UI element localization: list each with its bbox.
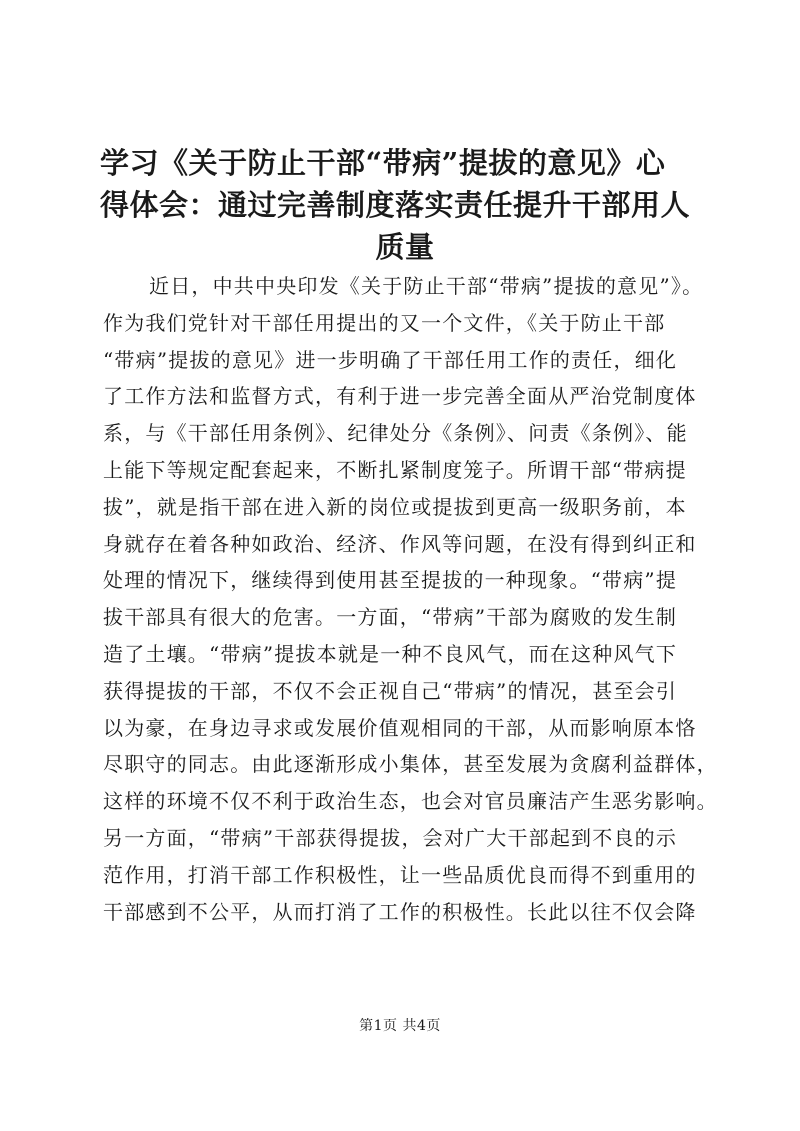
body-line: 获得提拔的干部，不仅不会正视自己“带病”的情况，甚至会引	[103, 678, 678, 703]
body-line: 了工作方法和监督方式，有利于进一步完善全面从严治党制度体	[103, 384, 697, 409]
body-line: 近日，中共中央印发《关于防止干部“带病”提拔的意见”》。	[149, 274, 704, 298]
title-line: 质量	[375, 230, 435, 264]
body-line: 拔干部具有很大的危害。一方面，“带病”干部为腐败的发生制	[103, 605, 678, 630]
body-line: 系，与《干部任用条例》、纪律处分《条例》、问责《条例》、能	[103, 421, 688, 446]
body-line: 范作用，打消干部工作积极性，让一些品质优良而得不到重用的	[103, 862, 697, 887]
body-line: 以为豪，在身边寻求或发展价值观相同的干部，从而影响原本恪	[103, 715, 697, 740]
page-footer: 第1页 共4页	[359, 1018, 441, 1034]
body-line: 这样的环境不仅不利于政治生态，也会对官员廉洁产生恶劣影响。	[103, 789, 718, 814]
body-line: 尽职守的同志。由此逐渐形成小集体，甚至发展为贪腐利益群体，	[103, 752, 718, 777]
title-line: 学习《关于防止干部“带病”提拔的意见》心	[100, 146, 666, 180]
body-line: 上能下等规定配套起来，不断扎紧制度笼子。所谓干部“带病提	[103, 457, 687, 482]
body-line: 身就存在着各种如政治、经济、作风等问题，在没有得到纠正和	[103, 531, 697, 556]
document-title	[100, 142, 710, 268]
body-line: 另一方面，“带病”干部获得提拔，会对广大干部起到不良的示	[103, 825, 678, 850]
body-line: 处理的情况下，继续得到使用甚至提拔的一种现象。“带病”提	[103, 568, 678, 593]
body-paragraph	[103, 268, 743, 930]
body-line: 拔”，就是指干部在进入新的岗位或提拔到更高一级职务前，本	[103, 494, 687, 519]
body-line: 作为我们党针对干部任用提出的又一个文件，《关于防止干部	[103, 310, 666, 335]
title-line: 得体会：通过完善制度落实责任提升干部用人	[100, 188, 691, 222]
body-line: 干部感到不公平，从而打消了工作的积极性。长此以往不仅会降	[103, 899, 697, 924]
body-line: 造了土壤。“带病”提拔本就是一种不良风气，而在这种风气下	[103, 641, 678, 666]
body-line: “带病”提拔的意见》进一步明确了干部任用工作的责任，细化	[103, 347, 678, 372]
